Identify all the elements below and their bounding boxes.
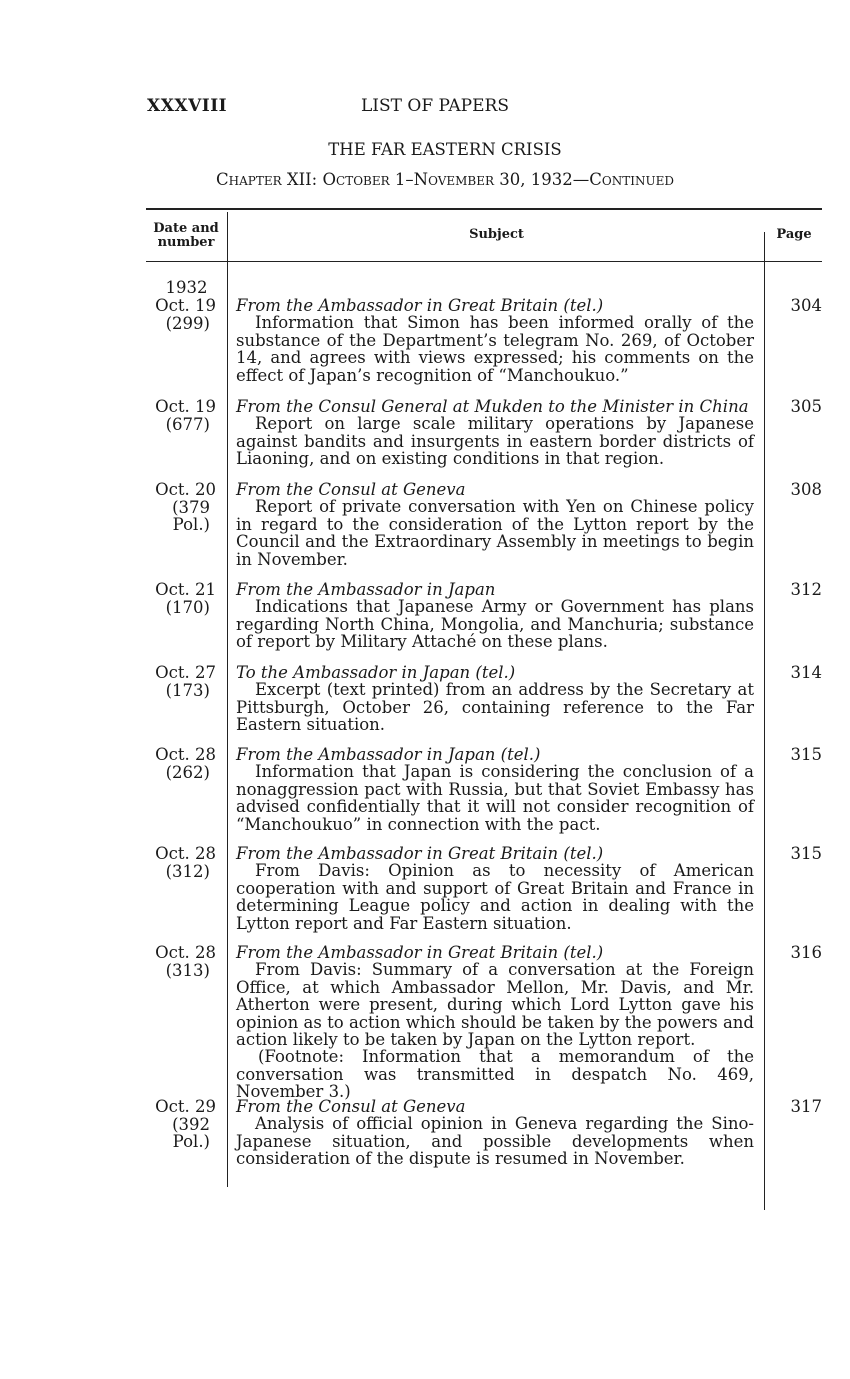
entry-subject	[236, 944, 754, 1101]
chapter-subtitle	[0, 170, 850, 189]
entry-date	[146, 581, 216, 616]
entry-heading: From the Ambassador in Great Britain (tel.)	[236, 844, 604, 863]
entry-heading: From the Ambassador in Japan (tel.)	[236, 745, 541, 764]
column-header-subject: Subject	[469, 227, 524, 242]
entry-description: Analysis of official opinion in Geneva regarding the Sino-Japanese situation, and possible developments when consideration of the dispute is resumed in November.	[236, 1114, 754, 1169]
entry-heading: From the Ambassador in Great Britain (tel.)	[236, 943, 604, 962]
entry-date-day: Oct. 28	[155, 844, 216, 863]
year-label: 1932	[165, 278, 208, 297]
column-header-page: Page	[776, 227, 812, 242]
entry-heading: From the Consul at Geneva	[236, 480, 466, 499]
entry-date-day: Oct. 20	[155, 480, 216, 499]
entry-number: (392 Pol.)	[172, 1114, 210, 1151]
column-divider-right	[764, 232, 765, 1210]
entry-number: (313)	[165, 960, 210, 980]
entry-number: (262)	[165, 762, 210, 782]
entry-description: Indications that Japanese Army or Government has plans regarding North China, Mongolia, and Manchuria; substance of report by Military Attaché on these plans.	[236, 597, 754, 652]
entry-description: From Davis: Summary of a conversation at the Foreign Office, at which Ambassador Mellon, Mr. Davis, and Mr. Atherton were present, during which Lord Lytton gave his opinion as to action which should be taken by the powers and action likely to be taken by Japan on the Lytton report.	[236, 960, 754, 1050]
column-divider-left	[227, 212, 228, 1187]
entry-subject	[236, 845, 754, 932]
entry-subject	[236, 746, 754, 833]
entry-date	[146, 845, 216, 880]
entry-subject	[236, 398, 754, 468]
entry-date	[146, 664, 216, 699]
entry-page: 308	[790, 480, 822, 499]
entry-date	[146, 944, 216, 979]
entry-date-day: Oct. 28	[155, 745, 216, 764]
entry-date-day: Oct. 29	[155, 1097, 216, 1116]
entry-subject	[236, 297, 754, 384]
entry-description: Excerpt (text printed) from an address by the Secretary at Pittsburgh, October 26, containing reference to the Far Eastern situation.	[236, 680, 754, 735]
entry-date-day: Oct. 27	[155, 663, 216, 682]
entry-subject	[236, 1098, 754, 1168]
entry-date	[146, 297, 216, 332]
entry-description: Report of private conversation with Yen on Chinese policy in regard to the consideration of the Lytton report by the Council and the Extraordinary Assembly in meetings to begin in November.	[236, 497, 754, 569]
entry-number: (299)	[165, 313, 210, 333]
chapter-label: Chapter XII:	[216, 170, 318, 189]
entry-subject	[236, 664, 754, 734]
column-header-date: Date and number	[153, 221, 219, 250]
entry-description: Report on large scale military operations by Japanese against bandits and insurgents in eastern border districts of Liaoning, and on existing conditions in that region.	[236, 414, 754, 469]
entry-heading: From the Ambassador in Japan	[236, 580, 496, 599]
table-top-rule	[146, 208, 822, 210]
entry-heading: From the Ambassador in Great Britain (tel.)	[236, 296, 604, 315]
entry-page: 304	[790, 296, 822, 315]
entry-subject	[236, 581, 754, 651]
entry-description: Information that Simon has been informed orally of the substance of the Department’s telegram No. 269, of October 14, and agrees with views expressed; his comments on the effect of Japan’s recognition of “Manchoukuo.”	[236, 313, 754, 385]
entry-date	[146, 398, 216, 433]
entry-number: (173)	[165, 680, 210, 700]
running-head: LIST OF PAPERS	[361, 96, 509, 116]
entry-description: From Davis: Opinion as to necessity of American cooperation with and support of Great Britain and France in determining League policy and action in dealing with the Lytton report and Far Eastern situation.	[236, 861, 754, 933]
entry-heading: From the Consul General at Mukden to the Minister in China	[236, 397, 749, 416]
entry-description: Information that Japan is considering the conclusion of a nonaggression pact with Russia, but that Soviet Embassy has advised confidentially that it will not consider recognition of “Manchoukuo” in connection with the pact.	[236, 762, 754, 834]
entry-heading: To the Ambassador in Japan (tel.)	[236, 663, 516, 682]
entry-page: 312	[790, 580, 822, 599]
entry-date	[146, 1098, 216, 1151]
entry-date	[146, 746, 216, 781]
entry-heading: From the Consul at Geneva	[236, 1097, 466, 1116]
chapter-range: October 1–November 30, 1932—Continued	[322, 170, 674, 189]
page-number: XXXVIII	[147, 96, 228, 116]
entry-subject	[236, 481, 754, 568]
entry-number: (312)	[165, 861, 210, 881]
entry-page: 315	[790, 844, 822, 863]
entry-number: (170)	[165, 597, 210, 617]
entry-date-day: Oct. 19	[155, 397, 216, 416]
entry-number: (677)	[165, 414, 210, 434]
section-title: THE FAR EASTERN CRISIS	[328, 140, 562, 159]
entry-page: 317	[790, 1097, 822, 1116]
entry-footnote: (Footnote: Information that a memorandum of the conversation was transmitted in despatch No. 469, November 3.)	[236, 1047, 754, 1102]
entry-date-day: Oct. 19	[155, 296, 216, 315]
entry-date-day: Oct. 28	[155, 943, 216, 962]
entry-page: 315	[790, 745, 822, 764]
entry-date	[146, 481, 216, 534]
entry-number: (379 Pol.)	[172, 497, 210, 534]
table-header-rule	[146, 261, 822, 262]
entry-page: 305	[790, 397, 822, 416]
entry-page: 314	[790, 663, 822, 682]
entry-page: 316	[790, 943, 822, 962]
entry-date-day: Oct. 21	[155, 580, 216, 599]
